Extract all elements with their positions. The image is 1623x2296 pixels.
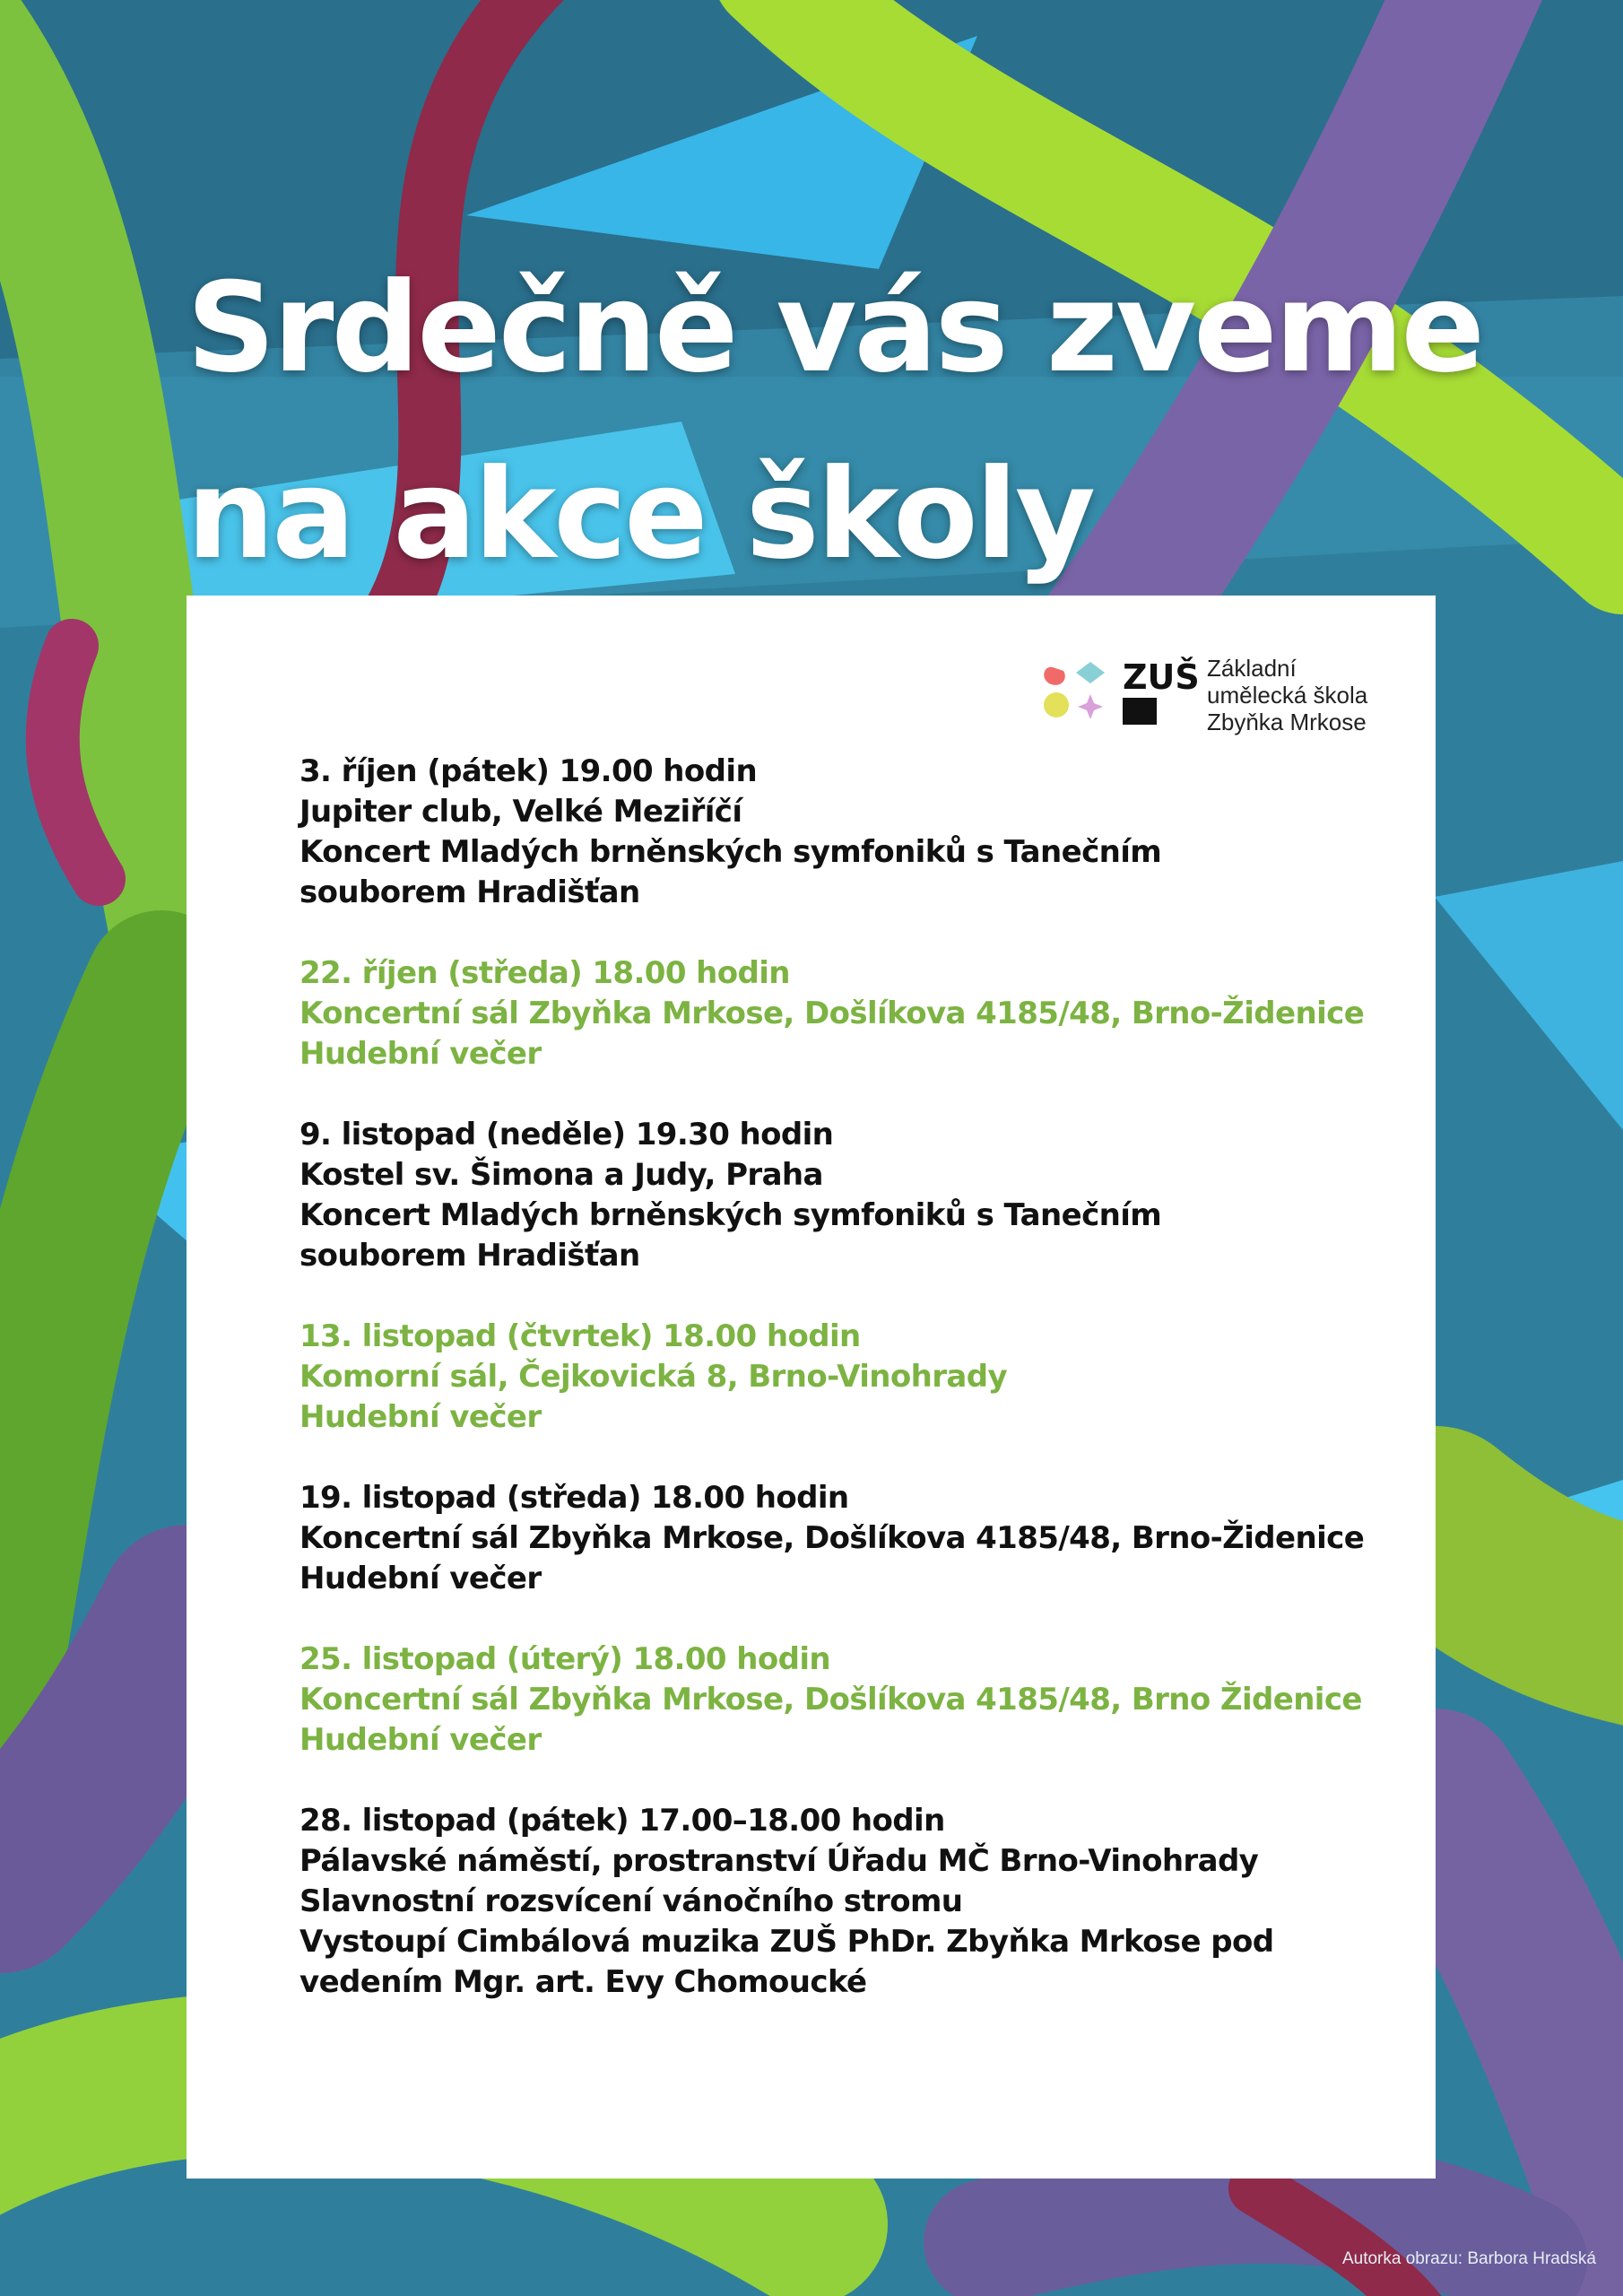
painting-credit: Autorka obrazu: Barbora Hradská: [1341, 2249, 1596, 2268]
event-description: Hudební večer: [299, 1722, 542, 1758]
event-item: [299, 1478, 1420, 1599]
event-place: Pálavské náměstí, prostranství Úřadu MČ Brno-Vinohrady: [299, 1843, 1259, 1879]
event-item: [299, 953, 1420, 1074]
event-item: [299, 1317, 1420, 1438]
headline-line-1: Srdečně vás zveme: [187, 256, 1483, 400]
event-item: [299, 1801, 1420, 2003]
event-item: [299, 1115, 1420, 1276]
event-date: 25. listopad (úterý) 18.00 hodin: [299, 1641, 830, 1677]
headline-line-2: na akce školy: [187, 442, 1094, 587]
event-description: Slavnostní rozsvícení vánočního stromu: [299, 1883, 963, 1919]
event-description: Hudební večer: [299, 1561, 542, 1596]
events-list: [299, 752, 1420, 2043]
event-description: Koncert Mladých brněnských symfoniků s Tanečním: [299, 834, 1162, 870]
event-date: 13. listopad (čtvrtek) 18.00 hodin: [299, 1318, 861, 1354]
event-date: 3. říjen (pátek) 19.00 hodin: [299, 753, 758, 789]
event-description: Hudební večer: [299, 1399, 542, 1435]
event-date: 9. listopad (neděle) 19.30 hodin: [299, 1117, 834, 1152]
event-description: souborem Hradišťan: [299, 874, 640, 910]
event-date: 22. říjen (středa) 18.00 hodin: [299, 955, 790, 991]
event-description: souborem Hradišťan: [299, 1238, 640, 1274]
event-description: Hudební večer: [299, 1036, 542, 1072]
event-item: [299, 1639, 1420, 1761]
event-date: 19. listopad (středa) 18.00 hodin: [299, 1480, 849, 1516]
event-date: 28. listopad (pátek) 17.00–18.00 hodin: [299, 1803, 945, 1839]
zus-logo-mark-icon: [1037, 649, 1207, 739]
event-place: Koncertní sál Zbyňka Mrkose, Došlíkova 4185/48, Brno Židenice: [299, 1682, 1362, 1718]
logo-line-3: Zbyňka Mrkose: [1207, 709, 1367, 735]
events-card: [187, 596, 1436, 2179]
logo-mark-text: ZUŠ: [1123, 657, 1200, 697]
event-place: Koncertní sál Zbyňka Mrkose, Došlíkova 4185/48, Brno-Židenice: [299, 996, 1365, 1031]
event-description: Vystoupí Cimbálová muzika ZUŠ PhDr. Zbyňka Mrkose pod: [299, 1924, 1274, 1960]
event-place: Koncertní sál Zbyňka Mrkose, Došlíkova 4185/48, Brno-Židenice: [299, 1520, 1365, 1556]
event-description: vedením Mgr. art. Evy Chomoucké: [299, 1964, 867, 2000]
event-description: Koncert Mladých brněnských symfoniků s Tanečním: [299, 1197, 1162, 1233]
logo-line-1: Základní: [1207, 655, 1297, 682]
logo-text: [1207, 655, 1367, 735]
event-place: Komorní sál, Čejkovická 8, Brno-Vinohrady: [299, 1359, 1008, 1395]
event-place: Kostel sv. Šimona a Judy, Praha: [299, 1157, 823, 1193]
school-logo: [1037, 649, 1395, 739]
logo-line-2: umělecká škola: [1207, 682, 1368, 709]
event-item: [299, 752, 1420, 913]
event-place: Jupiter club, Velké Meziříčí: [299, 794, 742, 830]
page-headline: [187, 235, 1487, 608]
